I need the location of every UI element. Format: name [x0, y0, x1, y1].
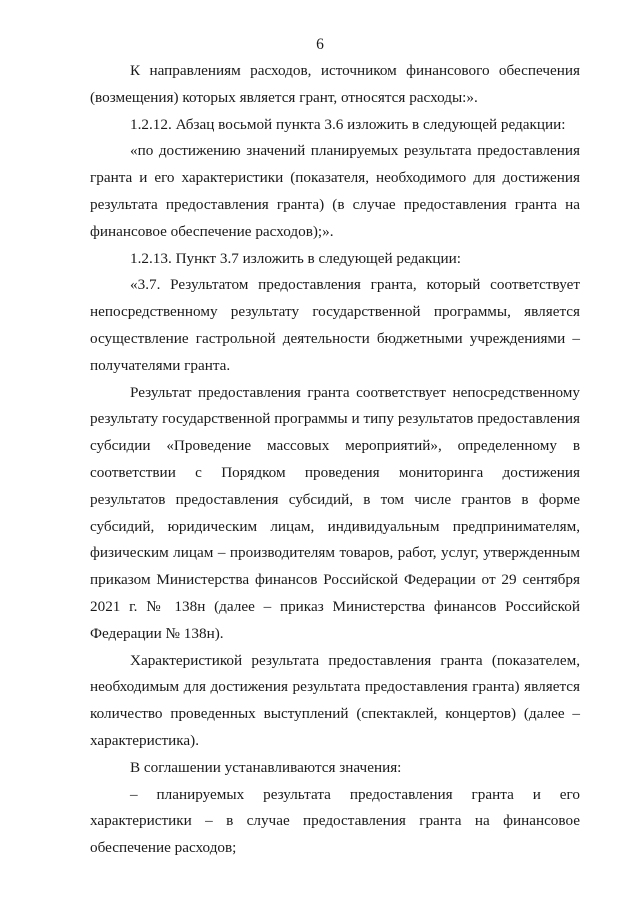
paragraph-result-correspondence: Результат предоставления гранта соответствует непосредственному результату государственной программы и типу результатов предоставления субсидии «Проведение массовых мероприятий», определенному в соответствии с Порядком проведения мониторинга достижения результатов предоставления субсидий, в том числе грантов в форме субсидий, юридическим лицам, индивидуальным предпринимателям, физическим лицам – производителям товаров, работ, услуг, утвержденным приказом Министерства финансов Российской Федерации от 29 сентября 2021 г. № 138н (далее – приказ Министерства финансов Российской Федерации № 138н). — [90, 383, 580, 642]
paragraph-list-item-planned: – планируемых результата предоставления гранта и его характеристики – в случае предоставления гранта на финансовое обеспечение расходов; — [90, 785, 580, 857]
paragraph-characteristic: Характеристикой результата предоставления гранта (показателем, необходимым для достижения результата предоставления гранта) является количество проведенных выступлений (спектаклей, концертов) (далее – характеристика). — [90, 651, 580, 749]
paragraph-agreement-values: В соглашении устанавливаются значения: — [130, 758, 402, 776]
document-body — [90, 58, 580, 862]
paragraph-planned-results: «по достижению значений планируемых результата предоставления гранта и его характеристики (показателя, необходимого для достижения результата предоставления гранта) (в случае предоставления гранта на финансовое обеспечение расходов);». — [90, 142, 580, 240]
paragraph-item-1-2-13: 1.2.13. Пункт 3.7 изложить в следующей редакции: — [130, 249, 461, 267]
paragraph-item-3-7: «3.7. Результатом предоставления гранта, который соответствует непосредственному результату государственной программы, является осуществление гастрольной деятельности бюджетными учреждениями – получателями гранта. — [90, 276, 580, 374]
paragraph-item-1-2-12: 1.2.12. Абзац восьмой пункта 3.6 изложить в следующей редакции: — [130, 115, 566, 133]
page-number: 6 — [316, 36, 324, 53]
paragraph-expense-directions: К направлениям расходов, источником финансового обеспечения (возмещения) которых является грант, относятся расходы:». — [90, 62, 580, 106]
